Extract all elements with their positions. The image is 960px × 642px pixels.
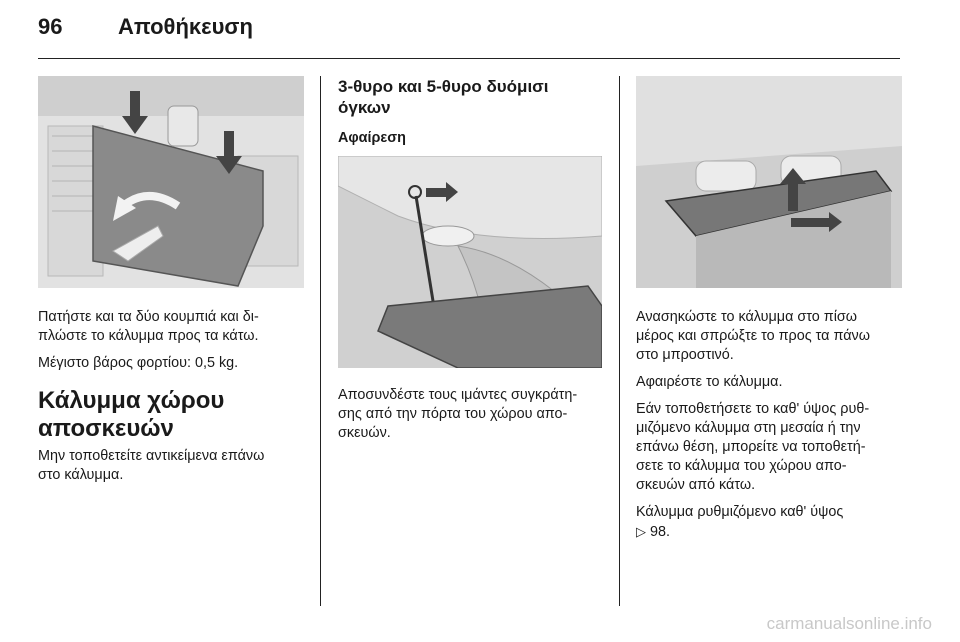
col3-para1-line1: Ανασηκώστε το κάλυμμα στο πίσω: [636, 309, 858, 325]
col1-para2: Μέγιστο βάρος φορτίου: 0,5 kg.: [38, 355, 239, 371]
column-divider-1: [320, 76, 321, 606]
col3-para4-ref: [636, 522, 902, 542]
column-1: [38, 76, 304, 485]
col1-para3-line1: Μην τοποθετείτε αντικείμενα επάνω: [38, 448, 265, 464]
col1-para3-line2: στο κάλυμμα.: [38, 467, 124, 483]
column-3: [636, 76, 902, 542]
col2-para1-line2: σης από την πόρτα του χώρου απο-: [338, 406, 568, 422]
strap-detach-illustration: [338, 156, 602, 368]
cover-removal-illustration: [636, 76, 902, 288]
col3-para3-line1: Εάν τοποθετήσετε το καθ' ύψος ρυθ-: [636, 401, 870, 417]
column-2: [338, 76, 604, 443]
col3-para3-line3: επάνω θέση, μπορείτε να τοποθετή-: [636, 439, 866, 455]
col1-para1-line1: Πατήστε και τα δύο κουμπιά και δι-: [38, 309, 259, 325]
col3-para3-line5: σκευών από κάτω.: [636, 477, 756, 493]
col1-para1-line2: πλώστε το κάλυμμα προς τα κάτω.: [38, 328, 259, 344]
column-divider-2: [619, 76, 620, 606]
page-reference-number[interactable]: 98.: [650, 524, 671, 540]
col2-para1-line3: σκευών.: [338, 425, 391, 441]
header-rule: [38, 58, 900, 59]
col2-heading-line1: 3-θυρο και 5-θυρο δυόμισι: [338, 77, 549, 96]
col3-para1-line3: στο μπροστινό.: [636, 347, 734, 363]
col2-subheading: Αφαίρεση: [338, 130, 406, 146]
col3-para1-line2: μέρος και σπρώξτε το προς τα πάνω: [636, 328, 870, 344]
col2-heading-line2: όγκων: [338, 98, 391, 117]
col3-para3-line2: μιζόμενο κάλυμμα στη μεσαία ή την: [636, 420, 861, 436]
page-number: 96: [38, 14, 63, 39]
col3-para3-line4: σετε το κάλυμμα του χώρου απο-: [636, 458, 847, 474]
section-title: Αποθήκευση: [118, 14, 253, 39]
col2-para1-line1: Αποσυνδέστε τους ιμάντες συγκράτη-: [338, 387, 578, 403]
col1-heading-line1: Κάλυμμα χώρου: [38, 387, 225, 414]
page-header: [38, 14, 253, 44]
cover-fold-illustration: [38, 76, 304, 288]
col1-heading-line2: αποσκευών: [38, 415, 174, 442]
col3-para2: Αφαιρέστε το κάλυμμα.: [636, 374, 783, 390]
col3-para4-line1: Κάλυμμα ρυθμιζόμενο καθ' ύψος: [636, 504, 844, 520]
page-reference-icon: ▷: [636, 524, 646, 539]
watermark: carmanualsonline.info: [766, 614, 932, 633]
